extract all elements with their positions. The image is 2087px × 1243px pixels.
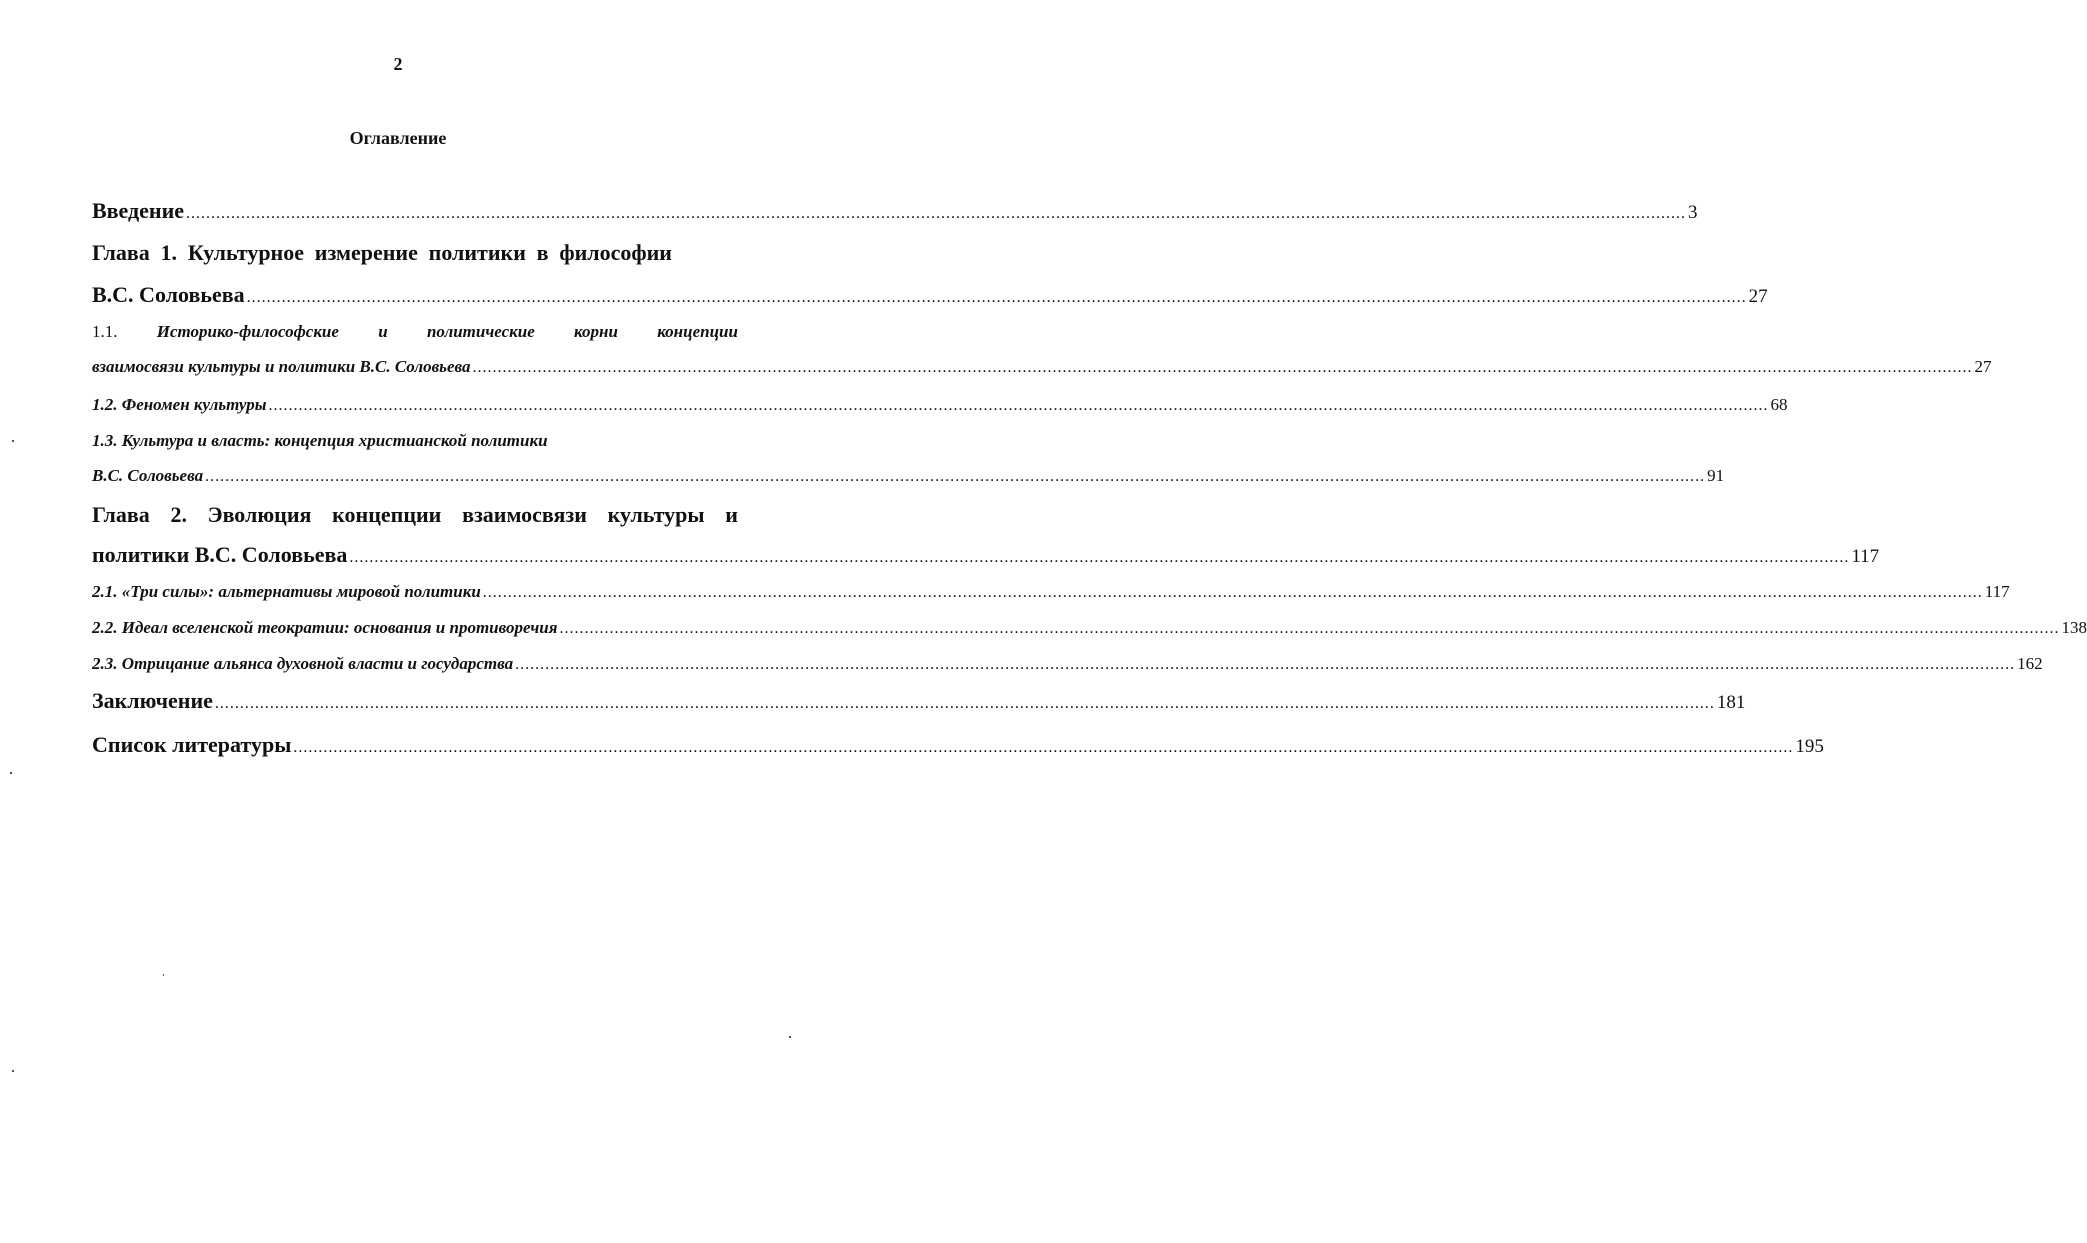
word: 2. — [170, 502, 187, 527]
toc-entry-label: 1.3. Культура и власть: концепция христианской политики — [92, 431, 548, 450]
toc-entry-label: взаимосвязи культуры и политики В.С. Соловьева — [92, 357, 471, 376]
toc-entry-page: 3 — [1688, 202, 1698, 223]
toc-entry-introduction[interactable] — [92, 198, 1698, 224]
toc-entry-page: 91 — [1707, 466, 1725, 485]
toc-entry-label: 2.1. «Три силы»: альтернативы мировой политики — [92, 582, 481, 601]
word: и — [378, 322, 388, 341]
toc-entry-bibliography[interactable] — [92, 732, 1824, 758]
word: Глава — [92, 502, 150, 527]
scan-speck — [12, 440, 14, 442]
toc-entry-label: 2.3. Отрицание альянса духовной власти и государства — [92, 654, 514, 673]
toc-entry-page: 68 — [1770, 395, 1788, 414]
word: концепции — [657, 322, 738, 341]
toc-entry-label: политики В.С. Соловьева — [92, 542, 348, 567]
toc-entry-label: Список литературы — [92, 732, 292, 757]
scan-speck — [163, 974, 164, 976]
leader-dots: ............................................................................................................................................................................................................................................................................................................ — [293, 739, 1794, 756]
toc-entry-page: 117 — [1851, 546, 1880, 567]
toc-entry-section-2-3[interactable] — [92, 654, 2043, 674]
word: корни — [574, 322, 618, 341]
section-number: 1.1. — [92, 322, 118, 341]
leader-dots: ............................................................................................................................................................................................................................................................................................................ — [349, 549, 1850, 566]
toc-entry-page: 117 — [1984, 582, 2010, 601]
scan-speck — [10, 772, 12, 774]
toc-entry-chapter-1-heading[interactable] — [92, 240, 672, 266]
word: культуры — [607, 502, 705, 527]
leader-dots: ............................................................................................................................................................................................................................................................................................................ — [482, 584, 1983, 601]
toc-entry-label: 2.2. Идеал вселенской теократии: основания и противоречия — [92, 618, 558, 637]
word: Культурное — [187, 240, 304, 265]
toc-entry-section-1-1[interactable] — [92, 357, 1992, 377]
toc-entry-page: 27 — [1748, 286, 1768, 307]
leader-dots: ............................................................................................................................................................................................................................................................................................................ — [186, 205, 1687, 222]
scan-speck — [12, 1070, 14, 1072]
leader-dots: ............................................................................................................................................................................................................................................................................................................ — [515, 656, 2016, 673]
toc-entry-chapter-1[interactable] — [92, 282, 1768, 308]
toc-entry-page: 195 — [1795, 736, 1824, 757]
toc-entry-page: 27 — [1974, 357, 1992, 376]
word: в — [536, 240, 549, 265]
word: политические — [426, 322, 535, 341]
toc-entry-page: 162 — [2017, 654, 2043, 673]
toc-title: Оглавление — [349, 128, 447, 148]
toc-entry-section-1-3-heading[interactable] — [92, 431, 738, 451]
toc-entry-page: 138 — [2061, 618, 2087, 637]
toc-entry-label: 1.2. Феномен культуры — [92, 395, 267, 414]
word: философии — [559, 240, 672, 265]
leader-dots: ............................................................................................................................................................................................................................................................................................................ — [268, 397, 1769, 414]
toc-entry-section-1-2[interactable] — [92, 395, 1788, 415]
word: политики — [428, 240, 526, 265]
toc-entry-section-2-2[interactable] — [92, 618, 2087, 638]
scan-speck — [789, 1036, 791, 1038]
word: Глава — [92, 240, 150, 265]
toc-entry-page: 181 — [1716, 692, 1746, 713]
toc-entry-chapter-2[interactable] — [92, 542, 1880, 568]
toc-entry-section-1-3[interactable] — [92, 466, 1725, 486]
word: и — [725, 502, 738, 527]
toc-entry-label: В.С. Соловьева — [92, 466, 204, 485]
toc-entry-label: Введение — [92, 198, 185, 223]
toc-entry-label: Заключение — [92, 688, 213, 713]
leader-dots: ............................................................................................................................................................................................................................................................................................................ — [559, 620, 2060, 637]
word: 1. — [160, 240, 178, 265]
leader-dots: ............................................................................................................................................................................................................................................................................................................ — [214, 695, 1715, 712]
toc-entry-section-2-1[interactable] — [92, 582, 2010, 602]
word: Эволюция — [207, 502, 312, 527]
leader-dots: ............................................................................................................................................................................................................................................................................................................ — [246, 289, 1747, 306]
word: концепции — [332, 502, 442, 527]
toc-entry-label: В.С. Соловьева — [92, 282, 245, 307]
toc-entry-section-1-1-heading[interactable] — [92, 322, 738, 342]
toc-entry-conclusion[interactable] — [92, 688, 1746, 714]
word: Историко-философские — [156, 322, 339, 341]
toc-entry-chapter-2-heading[interactable] — [92, 502, 738, 528]
leader-dots: ............................................................................................................................................................................................................................................................................................................ — [472, 359, 1973, 376]
page-number: 2 — [393, 54, 403, 74]
leader-dots: ............................................................................................................................................................................................................................................................................................................ — [205, 468, 1706, 485]
word: взаимосвязи — [462, 502, 587, 527]
word: измерение — [314, 240, 418, 265]
